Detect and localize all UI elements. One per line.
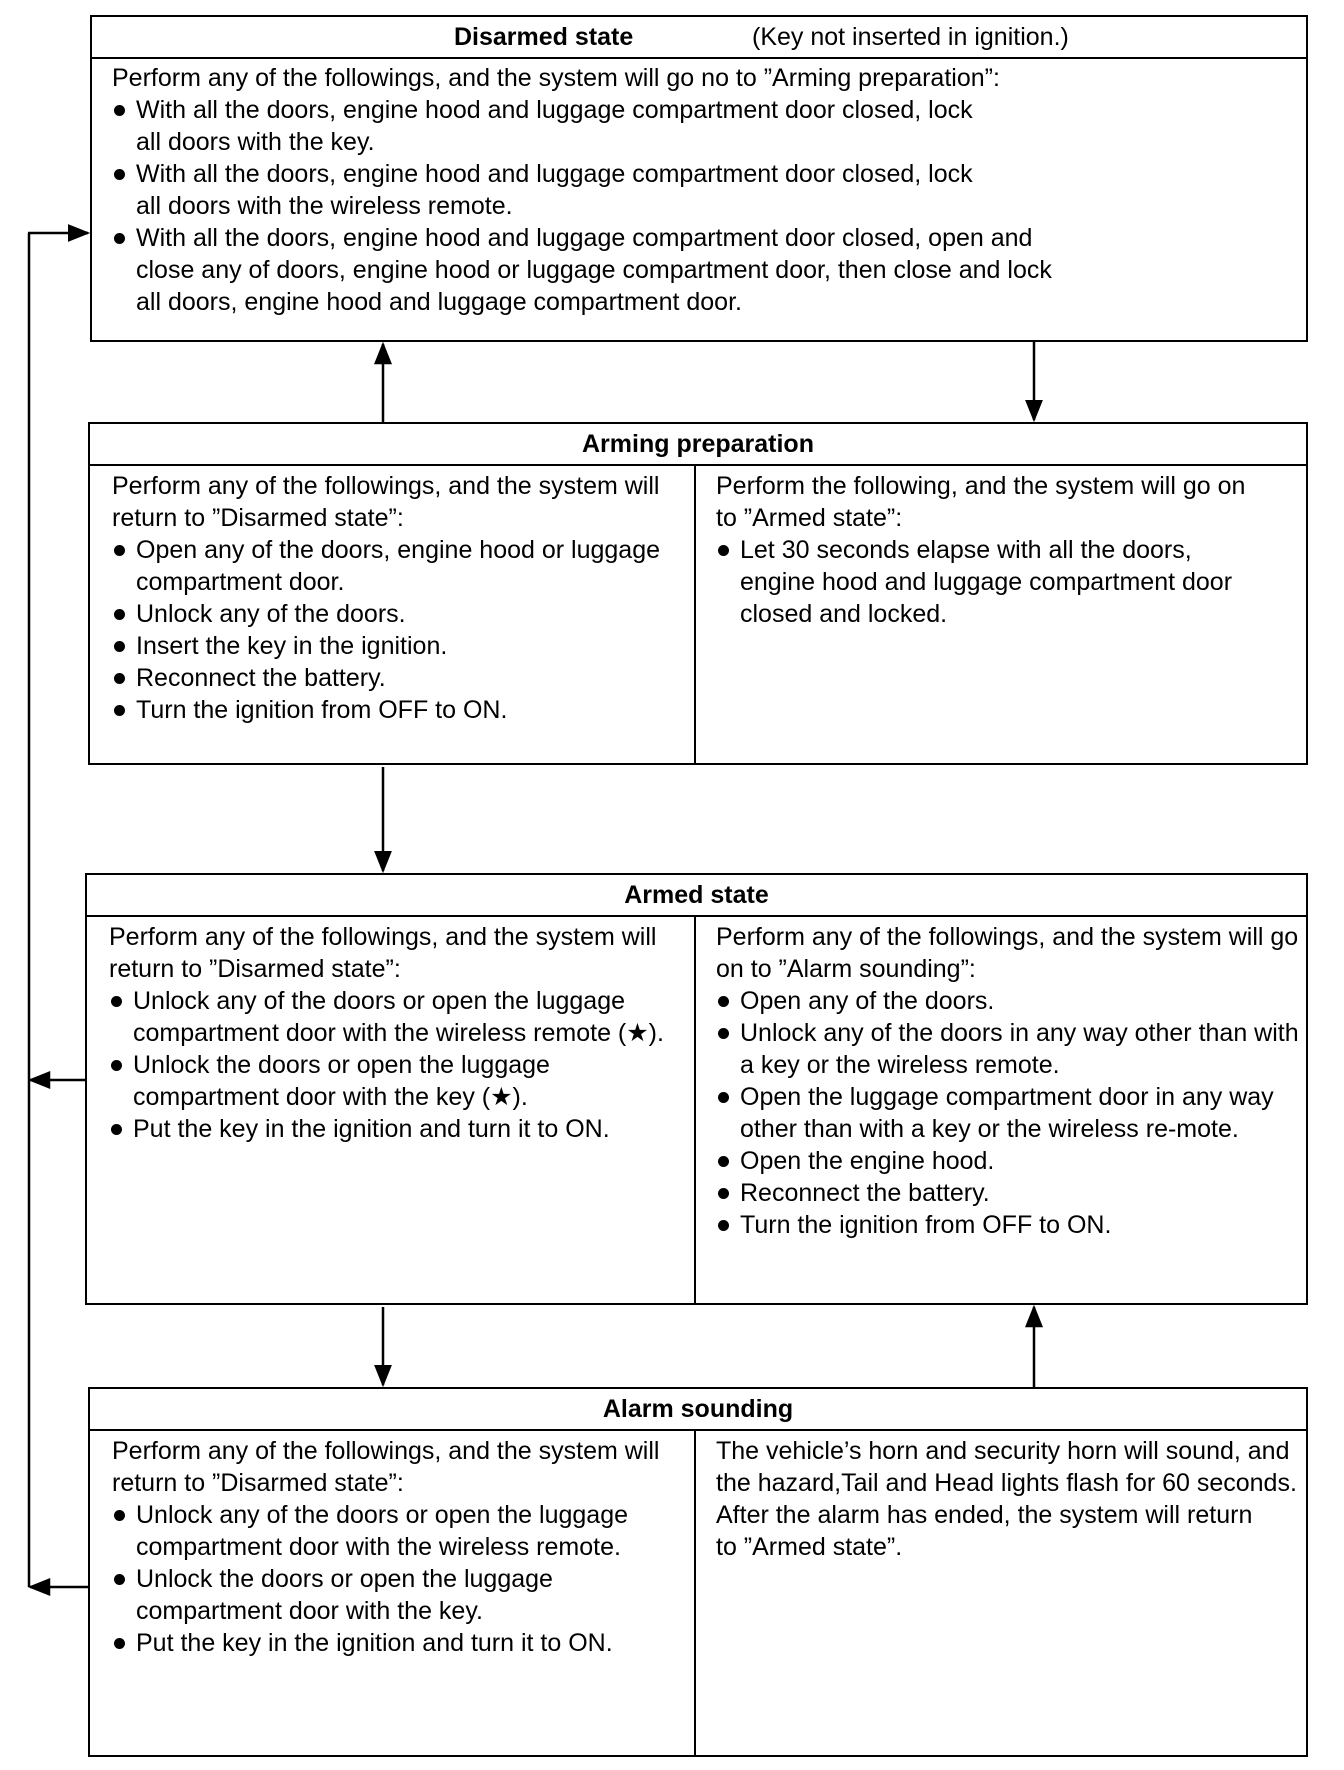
list-item: With all the doors, engine hood and luggage compartment door closed, open and close any of doors, engine hood or luggage compartment door, then close and lock all doors, engine hood and luggage compartment door.: [112, 222, 1056, 318]
list-item: Open the luggage compartment door in any way other than with a key or the wireless re-mote.: [716, 1081, 1302, 1145]
alarm-left-intro: Perform any of the followings, and the system will return to ”Disarmed state”:: [112, 1437, 660, 1497]
armed-left-intro: Perform any of the followings, and the system will return to ”Disarmed state”:: [109, 923, 657, 983]
list-item: Let 30 seconds elapse with all the doors, engine hood and luggage compartment door closed and locked.: [716, 534, 1262, 630]
disarmed-intro: Perform any of the followings, and the system will go no to ”Arming preparation”:: [112, 64, 1000, 92]
alarm-sounding-title: Alarm sounding: [90, 1389, 1306, 1431]
armed-right-intro: Perform any of the followings, and the system will go on to ”Alarm sounding”:: [716, 923, 1299, 983]
disarmed-state-title: Disarmed state: [454, 23, 634, 51]
arming-preparation-title: Arming preparation: [90, 424, 1306, 466]
list-item: With all the doors, engine hood and luggage compartment door closed, lock all doors with the wireless remote.: [112, 158, 996, 222]
list-item: Unlock any of the doors.: [112, 598, 684, 630]
arming-left-intro: Perform any of the followings, and the system will return to ”Disarmed state”:: [112, 472, 660, 532]
list-item: Reconnect the battery.: [112, 662, 684, 694]
list-item: Unlock any of the doors in any way other than with a key or the wireless remote.: [716, 1017, 1302, 1081]
list-item: Open any of the doors.: [716, 985, 1302, 1017]
list-item: Unlock the doors or open the luggage compartment door with the key.: [112, 1563, 684, 1627]
disarmed-state-note: (Key not inserted in ignition.): [752, 23, 1069, 51]
list-item: Unlock any of the doors or open the luggage compartment door with the wireless remote.: [112, 1499, 684, 1563]
alarm-right-text-1: The vehicle’s horn and security horn will sound, and the hazard,Tail and Head lights flash for 60 seconds.: [716, 1437, 1297, 1497]
list-item: Unlock any of the doors or open the luggage compartment door with the wireless remote (★).: [109, 985, 684, 1049]
arming-right-intro: Perform the following, and the system will go on to ”Armed state”:: [716, 472, 1246, 532]
armed-state-title: Armed state: [87, 875, 1306, 917]
list-item: Turn the ignition from OFF to ON.: [716, 1209, 1302, 1241]
list-item: Open the engine hood.: [716, 1145, 1302, 1177]
list-item: Unlock the doors or open the luggage compartment door with the key (★).: [109, 1049, 684, 1113]
list-item: Put the key in the ignition and turn it to ON.: [109, 1113, 684, 1145]
list-item: Turn the ignition from OFF to ON.: [112, 694, 684, 726]
alarm-right-text-2: After the alarm has ended, the system will return to ”Armed state”.: [716, 1501, 1253, 1561]
list-item: Open any of the doors, engine hood or luggage compartment door.: [112, 534, 684, 598]
list-item: Reconnect the battery.: [716, 1177, 1302, 1209]
list-item: With all the doors, engine hood and luggage compartment door closed, lock all doors with the key.: [112, 94, 996, 158]
list-item: Insert the key in the ignition.: [112, 630, 684, 662]
list-item: Put the key in the ignition and turn it to ON.: [112, 1627, 684, 1659]
